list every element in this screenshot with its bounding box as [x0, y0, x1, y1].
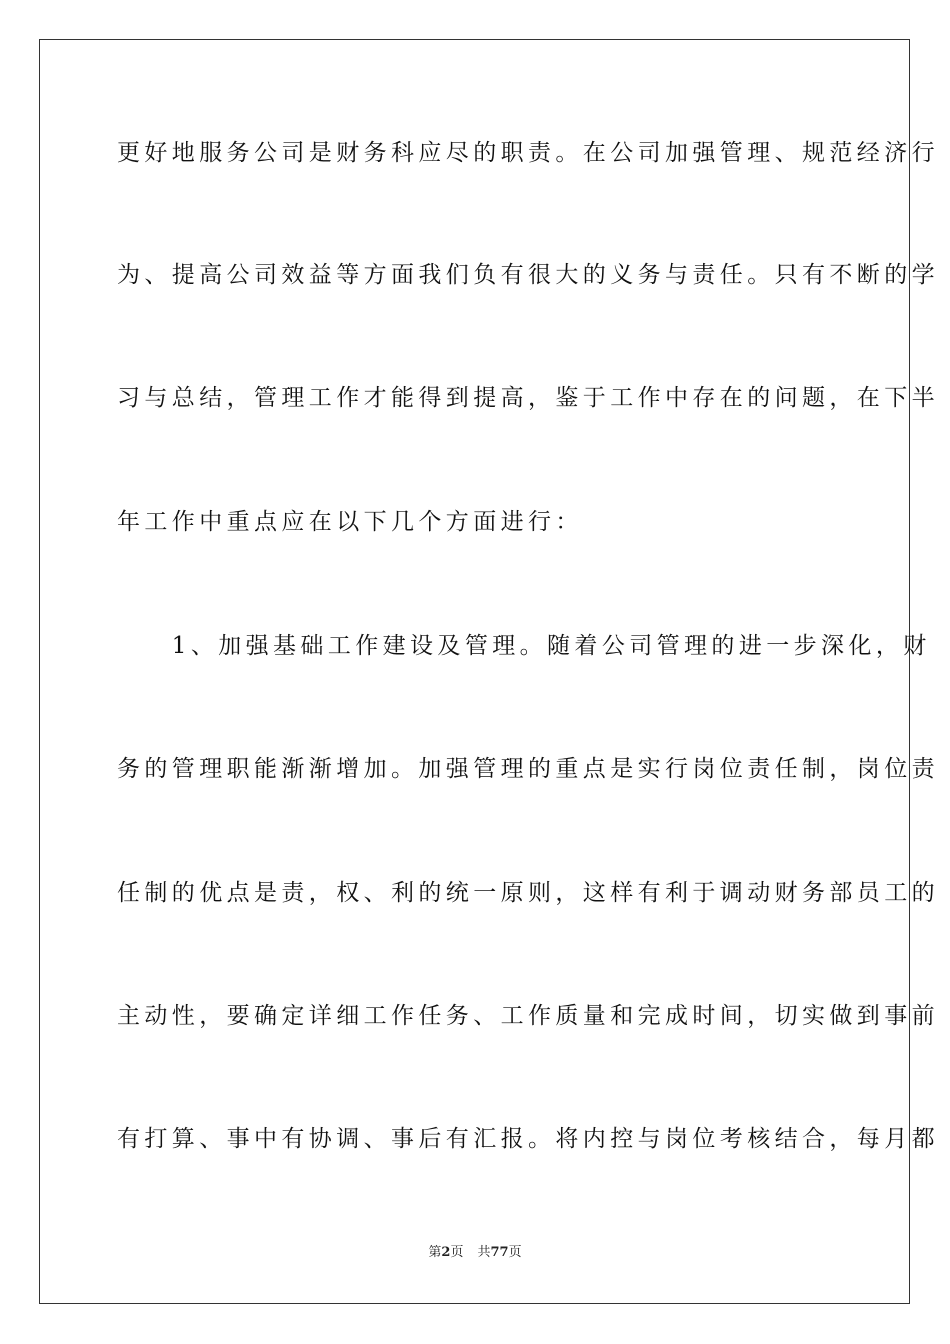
text-line: 年工作中重点应在以下几个方面进行： [117, 509, 583, 535]
text-line: 更好地服务公司是财务科应尽的职责。在公司加强管理、规范经济行 [117, 140, 939, 166]
text-line: 主动性，要确定详细工作任务、工作质量和完成时间，切实做到事前 [117, 1003, 939, 1029]
page-border [39, 39, 939, 1304]
page-suffix: 页 [450, 1245, 464, 1260]
total-pages: 77 [490, 1245, 509, 1260]
text-line: 务的管理职能渐渐增加。加强管理的重点是实行岗位责任制，岗位责 [117, 756, 939, 782]
text-line: 习与总结，管理工作才能得到提高，鉴于工作中存在的问题，在下半 [117, 385, 939, 411]
total-suffix: 页 [508, 1245, 522, 1260]
page-number: 2 [441, 1245, 451, 1260]
text-line: 有打算、事中有协调、事后有汇报。将内控与岗位考核结合，每月都 [117, 1126, 939, 1152]
text-line: 为、提高公司效益等方面我们负有很大的义务与责任。只有不断的学 [117, 262, 939, 288]
page-prefix: 第 [428, 1245, 442, 1260]
text-line: 1、加强基础工作建设及管理。随着公司管理的进一步深化，财 [117, 633, 931, 659]
page-footer [0, 1244, 950, 1262]
text-line: 任制的优点是责，权、利的统一原则，这样有利于调动财务部员工的 [117, 880, 939, 906]
total-prefix: 共 [477, 1245, 491, 1260]
